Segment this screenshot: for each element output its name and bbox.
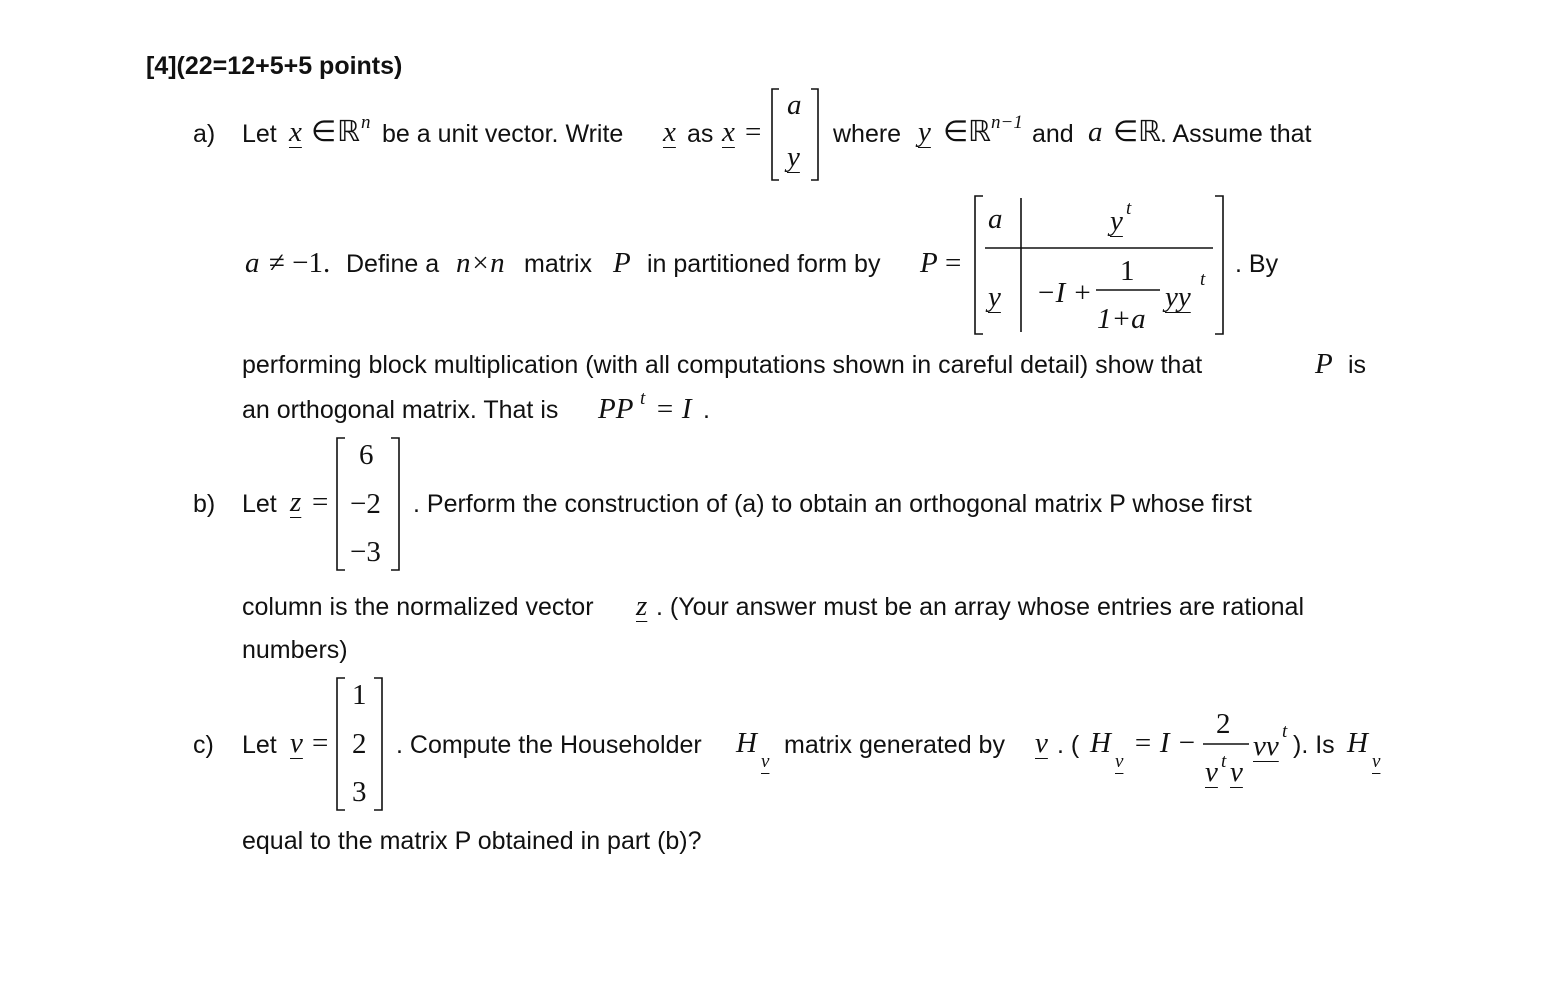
let-text: Let (242, 120, 277, 148)
scalar-a: a (245, 247, 260, 279)
minus-I-plus: −I + (1036, 277, 1093, 309)
part-b-label: b) (193, 490, 216, 518)
v-entry-2: 2 (352, 728, 367, 760)
equals-I-minus: = I − (1133, 727, 1197, 759)
right-bracket (1215, 196, 1223, 334)
part-b-text-2b: . (Your answer must be an array whose entries are rational (656, 593, 1305, 621)
matrix-entry-a: a (787, 89, 802, 121)
as-text: as (687, 120, 714, 148)
line3-text: performing block multiplication (with all computations shown in careful detail) show that (242, 351, 1203, 379)
matrix-P: P (613, 247, 631, 279)
real-numbers-symbol: ℝ (337, 116, 360, 148)
transpose-t: t (1200, 269, 1206, 290)
vector-z: z (636, 590, 648, 622)
block-y-transpose: y (1110, 205, 1123, 237)
equals-symbol: = (312, 486, 329, 518)
v-entry-1: 1 (352, 679, 367, 711)
period: . (703, 396, 710, 424)
left-bracket (975, 196, 983, 334)
z-entry-1: 6 (359, 439, 374, 471)
close-paren-is: ). Is (1293, 731, 1335, 759)
right-bracket (391, 438, 399, 570)
transpose-t: t (1126, 198, 1132, 219)
equals-symbol: = (312, 727, 329, 759)
vector-x: x (663, 116, 676, 148)
exponent-n-minus-1: n−1 (991, 112, 1023, 133)
householder-H: H (1347, 727, 1368, 759)
vector-x: x (289, 116, 302, 148)
real-numbers-symbol: ℝ (1138, 116, 1161, 148)
transpose-t: t (1282, 721, 1288, 742)
let-text: Let (242, 731, 277, 759)
define-text: Define a (346, 250, 440, 278)
by-text: . By (1235, 250, 1279, 278)
right-bracket (374, 678, 382, 810)
element-of-symbol: ∈ (943, 116, 969, 148)
open-paren: . ( (1057, 731, 1080, 759)
not-equal-minus-one: ≠ −1. (269, 247, 331, 279)
assume-text: . Assume that (1160, 120, 1312, 148)
block-a: a (988, 203, 1003, 235)
householder-H: H (1090, 727, 1111, 759)
z-entry-2: −2 (350, 488, 381, 520)
equals-symbol: = (945, 247, 962, 279)
matrix-entry-y: y (787, 141, 800, 173)
let-text: Let (242, 490, 277, 518)
part-a-label: a) (193, 120, 216, 148)
real-numbers-symbol: ℝ (968, 116, 991, 148)
part-b-text-1: . Perform the construction of (a) to obtain an orthogonal matrix P whose first (413, 490, 1252, 518)
denominator-v: v (1230, 756, 1243, 788)
subscript-v: v (761, 751, 770, 772)
n-by-n: n×n (456, 247, 505, 279)
unit-vector-text: be a unit vector. Write (382, 120, 624, 148)
part-c-text-1: . Compute the Householder (396, 731, 702, 759)
outer-product-yy: yy (1165, 281, 1191, 313)
vector-z: z (290, 486, 302, 518)
vector-v: v (1035, 727, 1048, 759)
problem-title: [4](22=12+5+5 points) (146, 52, 403, 80)
element-of-symbol: ∈ (311, 116, 337, 148)
part-b-text-2: column is the normalized vector (242, 593, 594, 621)
vector-y: y (918, 116, 931, 148)
left-bracket (772, 89, 779, 180)
outer-product-vv: vv (1253, 730, 1279, 762)
right-bracket (811, 89, 818, 180)
element-of-symbol: ∈ (1113, 116, 1139, 148)
z-entry-3: −3 (350, 536, 381, 568)
PP-transpose: PP (598, 393, 634, 425)
householder-H: H (736, 727, 757, 759)
fraction-denominator: 1+a (1097, 303, 1146, 335)
and-text: and (1032, 120, 1074, 148)
block-y: y (988, 281, 1001, 313)
part-c-text-2: matrix generated by (784, 731, 1005, 759)
is-text: is (1348, 351, 1367, 379)
part-c-text-last: equal to the matrix P obtained in part (b)? (242, 827, 702, 855)
subscript-v: v (1372, 751, 1381, 772)
part-b-text-3: numbers) (242, 636, 348, 664)
partitioned-text: in partitioned form by (647, 250, 881, 278)
vector-v: v (290, 727, 303, 759)
transpose-t: t (1221, 751, 1227, 772)
line4-text: an orthogonal matrix. That is (242, 396, 559, 424)
fraction-two: 2 (1216, 708, 1231, 740)
where-text: where (833, 120, 902, 148)
matrix-P: P (1315, 348, 1333, 380)
v-entry-3: 3 (352, 776, 367, 808)
equals-symbol: = (745, 116, 762, 148)
left-bracket (337, 678, 345, 810)
equals-I: = I (655, 393, 692, 425)
part-c-label: c) (193, 731, 214, 759)
matrix-text: matrix (524, 250, 593, 278)
fraction-numerator: 1 (1120, 255, 1135, 287)
scalar-a: a (1088, 116, 1103, 148)
left-bracket (337, 438, 345, 570)
exponent-n: n (361, 112, 371, 133)
denominator-v: v (1205, 756, 1218, 788)
transpose-t: t (640, 388, 646, 409)
subscript-v: v (1115, 751, 1124, 772)
matrix-P: P (920, 247, 938, 279)
vector-x: x (722, 116, 735, 148)
